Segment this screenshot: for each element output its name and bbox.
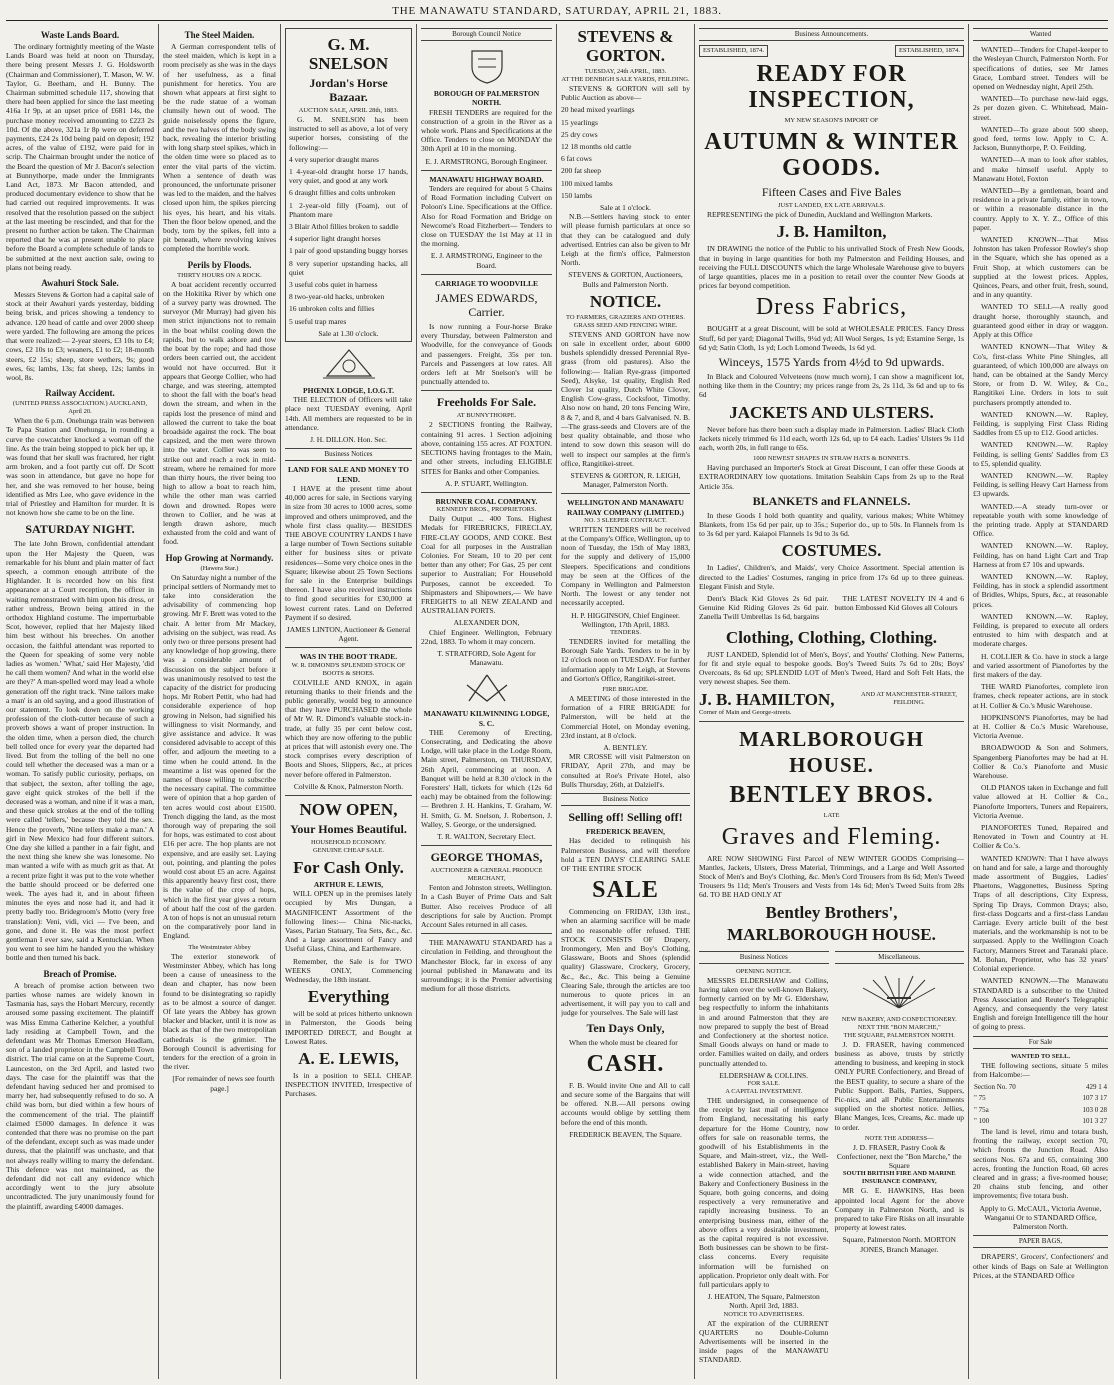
- article-body: A boat accident recently occurred on the Hokitika River by which one of a survey party was drowned. The surveyor (Mr Murray) had given his men strict injunctions not to remain in the boat whilst cooling down the rapids, but to walk ashore and tow the boat by the rope; and had those orders been carried out, the accident would not have occurred. But it appears that George Collier, who had charge, and was steering, attempted to shoot the fall with the boat's head down the stream, and when in the rapids lost the presence of mind and allowed the current to take the boat broadside against the rock. The boat capsized, and the men were thrown into the water. Collier was seen to strike out and reach a rock in mid-stream, where he remained for more than thirty hours, the river being too high to allow a boat to reach him, while the other man was carried down and drowned. Ropes were thrown to Collier, and he was at length drawn ashore, much exhausted from the cold and want of food.: [163, 279, 276, 547]
- ad-heading: MARLBOROUGH HOUSE.: [739, 726, 924, 777]
- ad-signature: JAMES LINTON, Auctioneer & General Agent.: [286, 624, 411, 644]
- ad-body: In Ladies', Children's, and Maids', very Choice Assortment. Special attention is directed to the Ladies' Costumes, ranging in price from 17s 6d up to three guineas. Elegant Finish and Style.: [699, 563, 964, 591]
- ad-body: will be sold at prices hitherto unknown in Palmerston, the Goods being IMPORTED DIRECT, and Bought at Lowest Rates.: [285, 1009, 412, 1046]
- divider: [421, 170, 552, 171]
- ad-location: AND AT MANCHESTER-STREET, FEILDING.: [861, 691, 957, 706]
- ad-subheading: Winceys, 1575 Yards from 4½d to 9d upwards.: [718, 355, 945, 370]
- section-label: Miscellaneous.: [835, 951, 965, 964]
- ad-subheading: THE SQUARE, PALMERSTON NORTH.: [843, 1031, 955, 1039]
- ad-heading: SALE: [592, 877, 659, 904]
- sale-time: Sale at 1 o'clock.: [600, 203, 651, 213]
- ad-body: MR G. E. HAWKINS, Has been appointed local Agent for the above Company in Palmerston North, and is prepared to take Fire Risks on all insurable property at lowest rates.: [834, 1186, 964, 1233]
- ad-heading: BRUNNER COAL COMPANY.: [435, 496, 538, 506]
- article-body: A breach of promise action between two parties whose names are widely known in Tasmania has, says the Hobart Mercury, recently aroused some passing excitement. The plaintiff was Miss Emma Catherine Kelcher, a youthful lady residing at Campbell Town, and the defendant was Mr Thomas Emerson Headlam, son of a landed proprietor in the Campbell Town district. The trial came on at the Supreme Court, Launceston, on the 3rd April, and lasted two days. The case for the plaintiff was that the defendant having seduced her and promised to marry her, had subsequently refused to do so. A child was born, but died within a few hours of the commencement of the trial. The plaintiff claimed £5000 damages. In defence it was contended that there was no promise on the part of the defendant, except such as was made under duress, that the plaintiff was unchaste, and that not always really willing to marry the defendant. This defence was not maintained, as the defendant did not call any evidence which accordingly went to the jury absolute uncontradicted. The jury unanimously found for the plaintiff, awarding £4000 damages.: [6, 980, 154, 1211]
- list-item: WANTED KNOWN: That I have always on hand and for sale, a large and thoroughly made assortment of Buggies, Ladies' Phaetons, Waggonettes, Business Spring Traps of all descriptions, City Express, Spring Tip Drays, Common Drays; also, first-class Dogcarts and a first-class Landau Carriage. Every article built of the best materials, and the workmanship is not to be surpassed. Apply to the Wellington Coach Factory, Manners Street and Taranaki place. M. Bohan, Proprietor, who has 32 years' Colonial experience.: [973, 853, 1108, 974]
- ad-body: The land is level, rimu and totara bush, fronting the railway, except section 70, which fronts the Junction Road. Also sections Nos. 67a and 65, containing 300 acres, fronting the Junction Road, 60 acres cleared and in grass; a five-roomed house; 20 chains stub fencing, and other improvements; five totara bush.: [973, 1126, 1108, 1201]
- gloves-row: [699, 594, 964, 625]
- ad-signature: ELDERSHAW & COLLINS.: [719, 1070, 809, 1080]
- sections-table: [973, 1082, 1108, 1127]
- business-announcements: [699, 24, 964, 1381]
- ad-subheading: AUCTIONEER & GENERAL PRODUCE MERCHANT,: [430, 867, 543, 883]
- ad-heading: NOW OPEN,: [299, 799, 398, 819]
- ad-signature: E. J. ARMSTRONG, Engineer to the Board.: [430, 251, 543, 270]
- article-body: The exterior stonework of Westminster Abbey, which has long been a cause of uneasiness to the dean and chapter, has now been found to be disintegrating so rapidly as to be almost a source of danger. Of late years the Abbey has grown blacker and blacker, until it is now as black as that of the two metropolitan cathedrals is the grimier. The Borough Council is advertising for tenders for the erection of a groin in the river.: [163, 951, 276, 1072]
- ad-heading: NEW BAKERY, AND CONFECTIONERY.: [841, 1015, 957, 1023]
- ad-heading: Dress Fabrics,: [755, 294, 908, 321]
- ad-heading: Your Homes Beautiful.: [290, 821, 407, 836]
- list-item: 20 head mixed yearlings: [561, 105, 635, 115]
- list-item: OLD PIANOS taken in Exchange and full value allowed at H. Collier & Co., Pianoforte Importers, Tuners and Repairers, Victoria Avenue.: [973, 783, 1108, 820]
- ad-signature: J. H. DILLON. Hon. Sec.: [310, 435, 387, 445]
- divider: [561, 493, 690, 494]
- established-badge: ESTABLISHED, 1874.: [699, 45, 768, 57]
- established-badge: ESTABLISHED, 1874.: [895, 45, 964, 57]
- ad-signature: A. P. STUART, Wellington.: [444, 478, 529, 488]
- ad-heading: ALEXANDER DON,: [453, 618, 520, 628]
- ad-heading: Freeholds For Sale.: [436, 395, 537, 410]
- news-column-1: [6, 24, 154, 1381]
- ad-heading: OPENING NOTICE.: [735, 967, 792, 975]
- column-divider: [968, 24, 969, 1379]
- ad-signature: E. J. ARMSTRONG, Borough Engineer.: [425, 156, 548, 166]
- list-item: WANTED KNOWN—That Wiley & Co's, first-class White Pine Shingles, all guaranteed, of which 100,000 are always on hand, can be obtained at the Sandy Mercy Store, or from D. W. Wiley, & Co., Rangitikei Line. Orders in lots to suit purchasers promptly attended to.: [973, 342, 1108, 407]
- ad-heading: For Cash Only.: [293, 857, 404, 877]
- column-divider: [280, 24, 281, 1379]
- article-title: The Westminster Abbey: [188, 943, 251, 951]
- list-item: PIANOFORTES Tuned, Repaired and Renovated in Town and Country at H. Collier & Co.'s.: [973, 823, 1108, 851]
- table-row: [973, 1082, 1108, 1093]
- article-body: On Saturday night a number of the principal settlers of Normandy met to take into consideration the advisability of commencing hop growing. Mr F. Brett was voted to the chair. A letter from Mr Mackey, advising on the subject, was read. As only two or three persons present had any knowledge of hop growing, there was a considerable amount of discussion on the subject before it was unanimously resolved to test the capacity of the district for producing hops. Mr Robert Pettit, who had had considerable experience of hop growing in Nelson, had signified his willingness to visit Normandy, and give assistance and advice. It was considered advisable to accept of this offer, and adjourn the meeting to a time when he could attend. In the meantime a list was opened for the names of those willing to subscribe the necessary capital. The committee were of opinion that a hop garden of ten acres would cost about £1500. Trench digging the land, as the most thorough way of preparing the soil for hops, was estimated to cost about £16 per acre. The hop plants are not expensive, and are easily set. Laying out, pointing, and planting the poles would cost about £5 an acre. Against this apparently heavy first cost, there is the value of the crop of hops, which in the first year gives a return of about half the cost of the garden. A ton of hops is not an unusual return on the comparatively poor land in England.: [163, 572, 276, 941]
- ad-signature: Colville & Knox, Palmerston North.: [293, 781, 404, 791]
- article-title: SATURDAY NIGHT.: [25, 522, 135, 537]
- list-item: 3 Blair Athol fillies broken to saddle: [289, 222, 399, 232]
- ad-body: Is in a position to SELL CHEAP. INSPECTION INVITED, Irrespective of Purchases.: [285, 1071, 412, 1099]
- list-item: 16 unbroken colts and fillies: [289, 304, 375, 314]
- ad-address: Corner of Main and George-streets.: [699, 708, 792, 716]
- divider: [421, 933, 552, 934]
- ad-body: Dent's Black Kid Gloves 2s 6d pair. Genuine Kid Riding Gloves 2s 6d pair. Zanella Twill Umbrellas 1s 6d, bargains: [699, 594, 829, 622]
- table-row: [973, 1116, 1108, 1127]
- ad-heading: READY FOR INSPECTION,: [748, 61, 915, 114]
- ad-heading: BENTLEY BROS.: [729, 781, 934, 808]
- ad-heading: A CAPITAL INVESTMENT.: [725, 1087, 803, 1095]
- ad-heading: GEORGE THOMAS,: [430, 850, 543, 865]
- ad-heading: JACKETS AND ULSTERS.: [729, 402, 934, 422]
- section-label: Business Notices: [285, 448, 412, 461]
- table-cell: " 75: [974, 1094, 986, 1103]
- masthead-rule: [6, 20, 1108, 21]
- list-item: 1 4-year-old draught horse 17 hands, very quiet, and good at any work: [289, 167, 408, 186]
- article-body: The late John Brown, confidential attendant upon the Her Majesty the Queen, was remarkable for his blunt and plain matter of fact speech, a common enough attribute of the Highlander. It is recorded how on his first appearance at a Court reception, the officer in waiting remonstrated with him upon his dress, or rather undress, Brown being attired in the orthodox Highland costume. The imperturbable Scot, however, replied that her Majesty liked him best without his breeches. On another occasion, the faithful attendant was reported to the Queen for speaking of some very noble ladies as 'women.' 'What,' said Her Majesty, 'did he call them women? And what in the world else are they?' A man-spelled word may lead a whole generation off the right track. 'Nine tailors make a man' is an old saying, and a good illustration of our statement. To look down on the working profession of the cloth-cutter because of such a proverb shows a want of proper instruction. In the olden time, when a person died, the church bell tolled once for every year the departed had lived. But from the tolling of the bell no one could tell whether the deceased was a man or a woman. To satisfy public curiosity, perhaps, on that subject, the sexton, after tolling the age, gave eight quick strokes of the bell if the deceased was a woman, and nine if it was a man, and these quick strokes at the end of the tolling were called 'tellers,' because they told the sex. Hence the proverb, 'Nine tellers make a man.' A girl in New Mexico had four different suitors. One day she killed a panther in a fair fight, and the next thing she knew she was lonesome. No man wanted a wife with as much grit as that. At a recent prize fight it was put to the vote whether the battle should proceed or be deferred one week. The ayes had it, and in about fifteen minutes the eyes and nose had it, and had it pretty badly too. Bridegroom's Motto (very free translation): Veni, vidi, vici — I've been, and gone, and done it. He was the most perfect gentleman I ever saw, said a Kentuckian. When you went to see him he handed you the whiskey bottle and then turned his back.: [6, 539, 154, 963]
- article-title: Breach of Promise.: [43, 968, 117, 979]
- ad-heading: WANTED TO SELL.: [1010, 1052, 1071, 1060]
- ad-heading: COSTUMES.: [781, 541, 882, 561]
- ad-date: TUESDAY, 24th APRIL, 1883.: [584, 68, 667, 75]
- list-item: WANTED—A man to look after stables, and make himself useful. Apply to Manawatu Hotel, Foxton: [973, 155, 1108, 183]
- ad-body: Has decided to relinquish his Palmerston Business, and will therefore hold a TEN DAYS' CLEARING SALE OF THE ENTIRE STOCK: [561, 836, 690, 874]
- ad-heading: Bentley Brothers',: [765, 902, 898, 922]
- ad-body: In Black and Coloured Velveteens (now much worn), I can show a magnificent lot, nothing like them in the Country; my prices range from 2s, 2s 11d, 3s 6d and up to 6s 6d: [699, 372, 964, 400]
- ad-signature: Square, Palmerston North. MORTON JONES, Branch Manager.: [842, 1235, 956, 1254]
- ad-body: WILL OPEN up in the premises lately occupied by Mrs Dungan, a MAGNIFICENT Assortment of the following lines:— China Nic-nacks, Vases, Parian Statuary, Tea Sets, &c., &c. And a large assortment of Fancy and Useful Glass, China, and Earthenware.: [285, 889, 412, 954]
- table-cell: 101 3 27: [1082, 1116, 1107, 1125]
- ad-body: Daily Output ... 400 Tons. Highest Medals for FIREBRICKS, FIRECLAY, FIRE-CLAY GOODS, AND COKE. Best Coal for all purposes in the Australian Colonies. For Steam, 10 to 20 per cent better than any other; For Gas, 25 per cent superior to Australian; For Household Purposes, cannot be exceeded. To Shipmasters and Shipowners,— We have FREIGHTS to all NEW ZEALAND and AUSTRALIAN PORTS.: [421, 514, 552, 616]
- ad-heading: WELLINGTON AND MANAWATU RAILWAY COMPANY (LIMITED.): [567, 498, 684, 517]
- list-item: 150 lambs: [561, 190, 593, 200]
- divider: [421, 274, 552, 275]
- table-cell: 107 3 17: [1082, 1094, 1107, 1103]
- snelson-ad: [285, 28, 412, 342]
- section-label: Wanted: [973, 28, 1108, 41]
- article-title: Waste Lands Board.: [40, 30, 120, 40]
- article-source: (Hawera Star.): [200, 564, 239, 572]
- ad-heading: MARLBOROUGH HOUSE.: [727, 924, 936, 944]
- ad-heading: FOR SALE.: [747, 1079, 780, 1087]
- section-label: PAPER BAGS,: [973, 1235, 1108, 1248]
- section-label: For Sale: [973, 1036, 1108, 1049]
- divider: [285, 795, 412, 796]
- ad-heading: A. E. LEWIS,: [298, 1049, 399, 1069]
- list-item: WANTED KNOWN—That Miss Johnston has taken Professor Rowley's shop in the Square, which she has opened as a Fruit Shop, at which customers can be supplied at the lowest prices. Apples, Quinces, Pears, and other fruit, fresh, sound, and in any quantity.: [973, 235, 1108, 300]
- list-item: 3 useful cobs quiet in harness: [289, 280, 378, 290]
- ad-body: JUST LANDED, Splendid lot of Men's, Boys', and Youths' Clothing. New Patterns, for fit and style equal to bespoke goods. Boy's Tweed Suits 7s 6d to 20s; Boys' Overcoats, 8s 6d up; SPLENDID LOT of Men's Tweed, Hard and Soft Felt Hats, the very newest shapes. See them.: [699, 649, 964, 687]
- ad-heading: WAS IN THE BOOT TRADE.: [299, 652, 398, 662]
- lodge-name: PHŒNIX LODGE, I.O.G.T.: [303, 386, 394, 396]
- ad-heading: Selling off! Selling off!: [568, 810, 683, 825]
- ad-subheading: GRASS SEED AND FENCING WIRE.: [573, 321, 678, 329]
- column-divider: [694, 24, 695, 1379]
- list-item: 6 draught fillies and colts unbroken: [289, 188, 396, 198]
- list-item: HOPKINSON'S Pianofortes, may be had at H. Collier & Co.'s Music Warehouse, Victoria Avenue.: [973, 712, 1108, 741]
- ad-subheading: W. R. DIMOND'S SPLENDID STOCK OF BOOTS & SHOES.: [291, 661, 406, 677]
- masthead: THE MANAWATU STANDARD, SATURDAY, APRIL 21, 1883.: [392, 5, 722, 17]
- list-item: 100 mixed lambs: [561, 178, 613, 188]
- lodge-emblem-icon: [319, 346, 379, 382]
- article-title: Awahuri Stock Sale.: [41, 278, 119, 289]
- list-item: WANTED KNOWN.—W. Rapley, Feilding, has in stock a splendid assortment of Bridles, Whips, Spurs, &c., at reasonable prices.: [973, 571, 1108, 609]
- ad-body: J. D. FRASER, having commenced business as above, trusts by strictly attending to business, and keeping in stock ONLY PURE Confectionery, and Bread of the BEST quality, to secure a share of the Public Support. Balls, Parties, Suppers, Pic-nics, and all Public Entertainments supplied on the shortest notice. Jellies, Blanc Manges, Ices, Creams, &c. made up to order.: [834, 1039, 964, 1132]
- list-item: 4 very superior draught mares: [289, 154, 379, 164]
- list-item: WANTED KNOWN.—W. Rapley Feilding, is selling Gents' Saddles from £3 to £5, splendid quality.: [973, 440, 1108, 468]
- ad-location: AT THE DENBIGH SALE YARDS, FEILDING.: [561, 76, 690, 83]
- horse-list: [289, 155, 408, 326]
- ad-subheading: HOUSEHOLD ECONOMY.: [311, 838, 386, 846]
- list-item: WANTED TO SELL—A really good draught horse, thoroughly staunch, and guaranteed good either in dray or waggon. Apply at this Office: [973, 302, 1108, 340]
- list-item: 6 fat cows: [561, 154, 592, 164]
- ad-signature: STEVENS & GORTON, Auctioneers, Bulls and Palmerston North.: [568, 270, 683, 289]
- table-row: [973, 1093, 1108, 1104]
- ad-body: Tenders are required for about 5 Chains of Road Formation including Culvert on Poloon's Line. Specifications at the Office. Also for Road Formation and Bridge on Newcome's Road Fitzherbert— Tenders to close on TUESDAY the 1st May at 11 in the morning.: [421, 184, 552, 249]
- table-row: [973, 1105, 1108, 1116]
- ad-signature: J. D. FRASER, Pastry Cook & Confectioner, next the "Bon Marche," the Square: [836, 1142, 962, 1171]
- hamilton-footer: [699, 690, 964, 709]
- article-body: A German correspondent tells of the steel maiden, which is kept in a room precisely as she was in the days of her usefulness, as a final punishment for heretics. You are shown what appears at first sight to be the rude statue of a woman clumsily hewn out of wood. The guide noiselessly opens the figure, and the two halves of the body swing back, revealing the interior bristling with long sharp steel spikes, which in the olden time were so placed as to enter the vital parts of the victim. When a sentence of death was pronounced, the unfortunate prisoner was led to the maiden, and the halves closed upon him, the spikes piercing his eyes, his heart, and his vitals. Then the floor below opened, and the body, torn by the spikes, fell into a pit beneath, where revolving knives completed the horrible work.: [163, 42, 276, 254]
- list-item: THE WARD Pianofortes, complete iron frames, check repeater actions, are in stock at H. Collier & Co.'s Music Warehouse.: [973, 682, 1108, 710]
- miscellaneous-column: [835, 947, 965, 1368]
- masonic-emblem-icon: [459, 671, 515, 705]
- list-item: WANTED KNOWN.—W. Rapley, Feilding, has on hand Light Cart and Trap Harness at from £7 10s and upwards.: [973, 541, 1108, 569]
- ad-signature: FREDERICK BEAVEN, The Square.: [569, 1129, 682, 1139]
- ad-subheading: KENNEDY BROS., PROPRIETORS.: [436, 506, 537, 514]
- ad-heading: STEVENS & GORTON.: [577, 27, 674, 65]
- ad-heading: Everything: [307, 987, 390, 1007]
- list-item: 8 very superior upstanding hacks, all quiet: [289, 258, 408, 277]
- divider: [285, 647, 412, 648]
- ad-body: STEVENS AND GORTON have now on sale in excellent order, about 6000 bushels splendidly dressed Perennial Rye-grass (from old pastures). Also the following:— Italian Rye-grass (imported Seed), Alsyke, 1st quality, English Red Clover 1st quality, Dutch White Clover, English Cow-grass, Cocksfoot, Timothy. Also now on hand, 20 tons Fencing Wire, 8 & 7, and 8, and 4 bars Galvanised. N. B.—The grass-seeds and Clovers are of the best quality obtainable, and those who intend to sow down this season will do well to inspect our samples at the firm's office, Rangitikei-street.: [561, 329, 690, 468]
- ad-body: When the whole must be cleared for: [569, 1037, 678, 1047]
- ad-heading: MANAWATU KILWINNING LODGE, S. C.: [423, 709, 550, 728]
- list-item: 200 fat sheep: [561, 166, 601, 176]
- ad-body: THE ELECTION of Officers will take place next TUESDAY evening, April 14th. All members are requested to be in attendance.: [285, 395, 412, 432]
- list-item: 1 pair of good upstanding buggy horses: [289, 246, 408, 256]
- ad-body: G. M. SNELSON has been instructed to sell as above, a lot of very superior horses, consisting of the following:—: [289, 115, 408, 152]
- ad-advertiser: FREDERICK BEAVEN,: [585, 827, 666, 837]
- wanted-column: [973, 24, 1108, 1381]
- ad-body: A MEETING of those interested in the formation of a FIRE BRIGADE for Palmerston, will be held at the Commercial Hotel, on Monday evening, 23rd instant, at 8 o'clock.: [561, 693, 690, 740]
- ad-column-5: [561, 24, 690, 1381]
- list-item: 4 superior light draught horses: [289, 234, 381, 244]
- ad-signature: A. BENTLEY.: [603, 742, 648, 752]
- ad-signature: J. HEATON, The Square, Palmerston North. April 3rd, 1883.: [707, 1292, 820, 1311]
- ad-heading: Ten Days Only,: [586, 1020, 665, 1035]
- ad-heading: BLANKETS and FLANNELS.: [752, 493, 911, 508]
- list-item: WANTED KNOWN.—W. Rapley, Feilding, is supplying First Class Riding Saddles from £5 up to £12. Good articles.: [973, 409, 1108, 438]
- ad-subheading: TO FARMERS, GRAZIERS AND OTHERS.: [566, 313, 685, 321]
- list-item: BROADWOOD & Son and Sohmers, Spangenberg Pianofortes may be had at H. Collier & Co.'s Pianoforte and Music Warehouse.: [973, 743, 1108, 781]
- ad-body: THE LATEST NOVELTY IN 4 and 6 button Embossed Kid Gloves all Colours: [834, 594, 964, 613]
- ad-signature: Apply to G. McCAUL, Victoria Avenue, Wanganui Or to STANDARD Office, Palmerston North.: [979, 1203, 1102, 1231]
- borough-crest-icon: [462, 45, 512, 85]
- list-item: H. COLLIER & Co. have in stock a large and varied assortment of Pianofortes by the first makers of the day.: [973, 651, 1108, 679]
- ad-heading: TENDERS.: [610, 628, 641, 636]
- ad-body: THE undersigned, in consequence of the receipt by last mail of intelligence from England, necessitating his early departure for the Home Country, now offers for sale on reasonable terms, the goodwill of his Establishments in the Square, and Main-street, viz., the Well-established Bakery in Main-street, having a wide connection attached, and the Bakery and Confectionery Business in the Square, both going concerns, and doing respectively a very remunerative and rapidly increasing business. To an enterprising business man, either of the above offers a very desirable investment, as the capital required is not excessive. Both businesses can be shown to be first-class concerns. Every requisite information will be furnished on application. Proprietor only dealt with. For full particulars apply to: [699, 1095, 829, 1290]
- ad-signature: H. P. HIGGINSON, Chief Engineer. Wellington, 17th April, 1883.: [571, 610, 680, 629]
- ad-subheading: NOTE THE ADDRESS—: [864, 1134, 934, 1142]
- list-item: WANTED KNOWN.—W. Rapley Feilding, is selling Heavy Cart Harness from £3 upwards.: [973, 470, 1108, 499]
- divider: [421, 390, 552, 391]
- sale-time: Sale at 1.30 o'clock.: [318, 328, 379, 338]
- ad-date: AUCTION SALE, APRIL 28th, 1883.: [298, 107, 399, 114]
- ad-signature: T. R. WALTON, Secretary Elect.: [437, 832, 536, 841]
- list-item: WANTED—To purchase new-laid eggs, 2s per dozen given. C. Whitehead, Main-street.: [973, 94, 1108, 122]
- ad-heading: NOTICE.: [589, 291, 662, 311]
- divider: [699, 721, 964, 722]
- list-item: 12 18 months old cattle: [561, 142, 632, 152]
- list-item: WANTED KNOWN.—The Manawatu STANDARD is a subscriber to the United Press Association and Reuter's Telegraphic Agency, and consequently the very latest English and foreign Intelligence till the hour of going to press.: [973, 976, 1108, 1032]
- ad-body: In these Goods I hold both quantity and quality, various makes; White Whitney Blankets, from 15s 6d per pair, up to 35s.; Superior do., up to 50s. In Flannels from 1s to 3s 6d per yard. Kaiapoi Flannels 1s 9d to 3s 6d.: [699, 510, 964, 539]
- ad-body: Having purchased an Importer's Stock at Great Discount, I can offer these Goods at EXTRAORDINARY low quotations. Imitation Sealskin Caps from 2s up to the Real Article 35s.: [699, 463, 964, 491]
- ad-signature: T. STRATFORD, Sole Agent for Manawatu.: [437, 648, 536, 668]
- ad-body: THE MANAWATU STANDARD has a circulation in Feilding, and throughout the Manchester Block, far in excess of any journal published in Manawatu and its surroundings; it is the Premier advertising medium for all those districts.: [421, 938, 552, 994]
- ad-subheading: Fifteen Cases and Five Bales: [761, 185, 902, 200]
- ad-subheading: 1000 NEWEST SHAPES IN STRAW HATS & BONNETS.: [753, 455, 910, 463]
- list-item: 5 useful trap mares: [289, 316, 347, 326]
- ad-body: THE following sections, situate 5 miles from Halcombe:—: [973, 1060, 1108, 1079]
- ad-heading: Graves and Fleming.: [721, 823, 942, 850]
- column-divider: [416, 24, 417, 1379]
- ad-advertiser: ARTHUR E. LEWIS,: [313, 879, 384, 889]
- ad-subheading: NO. 3 SLEEPER CONTRACT.: [584, 516, 667, 524]
- ad-heading: AUTUMN & WINTER GOODS.: [704, 129, 959, 182]
- article-title: Railway Accident.: [45, 388, 115, 399]
- divider: [421, 845, 552, 846]
- remainder-note: [For remainder of news see fourth page.]: [172, 1074, 275, 1093]
- list-item: 25 dry cows: [561, 129, 598, 139]
- ad-body: COLVILLE AND KNOX, in again returning thanks to their friends and the public generally, would beg to announce that they have PURCHASED the whole of Mr W. R. Dimond's valuable stock-in-trade, at fully 35 per cent below cost, which they are now offering to the public at prices that will astonish every one. The stock comprises every description of Boots and Shoes, Slippers, &c., at prices never before offered in Palmerston.: [285, 677, 412, 779]
- ad-body: Commencing on FRIDAY, 13th inst., when an alarming sacrifice will be made and no reasonable offer refused. THE STOCK CONSISTS OF Drapery, Ironmongery, Men and Boy's Clothing, Glassware, Boots and Shoes (splendid quality) Glassware, Crockery, Grocery, &c., &c., &c. This being a Genuine Clearing Sale, through the articles are too numerous to quote prices in an advertisement, it will pay you to call and judge for yourselves. The Sale will last: [561, 907, 690, 1018]
- ad-subheading: LATE: [823, 811, 840, 819]
- ad-body: FRESH TENDERS are required for the construction of a groin in the River as a whole work. Plans and Specifications at the Office. Tenders to close on MONDAY the 30th April at 10 in the morning.: [421, 107, 552, 154]
- ad-subheading: GENUINE CHEAP SALE.: [312, 846, 385, 854]
- article-title: The Steel Maiden.: [184, 30, 255, 40]
- ad-subheading: MY NEW SEASON'S IMPORT OF: [784, 117, 879, 125]
- list-item: 8 two-year-old hacks, unbroken: [289, 292, 385, 302]
- stock-list: [561, 105, 690, 200]
- ad-heading: SOUTH BRITISH FIRE AND MARINE INSURANCE COMPANY,: [842, 1170, 956, 1186]
- article-body: The ordinary fortnightly meeting of the Waste Lands Board was held at noon on Thursday, there being present Messrs J. G. Holdsworth (Chairman and Commissioner), T. Mason, W. W. Taylor, G. Beetham, and H. Bunny. The Chairman submitted schedule 117, showing that there had been applied for since the last meeting 416a 1r 9p, at an upset price of £681 14s, the purchase money received amounting to £223 2s 10d. Of the above, 321a 1r 8p were on deferred payments, £24 2s 10d being paid on deposit; 192 acres, of the value of £192, were paid for in scrip. The Chairman brought under the notice of the Board the question of Mr J. Bacon's selection at Bunnythorpe, made under the Immigrants Land Act, 1873. Mr Bacon attended, and produced documentary evidence to show that he had carried out required improvements. It was resolved that the resolution passed on the subject at the last meeting be rescinded, and that for the present no further action be taken. The Chairman reported that he was at present unable to place before the Board a complete schedule of lands to be submitted at the next auction sale, owing to plans not being ready.: [6, 42, 154, 272]
- ad-heading: NOTICE TO ADVERTISERS.: [723, 1310, 804, 1318]
- ad-advertiser: J. B. HAMILTON,: [699, 689, 835, 709]
- article-subtitle: THIRTY HOURS ON A ROCK.: [177, 271, 262, 279]
- section-label: Business Announcements.: [699, 28, 964, 41]
- ad-heading: J. B. Hamilton,: [776, 222, 887, 242]
- ad-body: N.B.—Settlers having stock to enter will please furnish particulars at once so that they can be catalogued and duly advertised. Entries can also be given to Mr Leigh at the firm's office, Palmerston North.: [561, 212, 690, 268]
- table-cell: " 75a: [974, 1105, 989, 1114]
- ad-body: Remember, the Sale is for TWO WEEKS ONLY, Commencing Wednesday, the 18th instant.: [285, 956, 412, 985]
- ad-body: BOUGHT at a great Discount, will be sold at WHOLESALE PRICES. Fancy Dress Stuff, 6d per yard; Diagonal Twills, 9¼d yd; All Wool Serges, 1s yd; Estamine Serge, 1s 6d yd; Satin Cloth, 1s yd; Loch Lomond Tweeds, 1s 6d yd.: [699, 324, 964, 352]
- table-cell: 103 0 28: [1082, 1105, 1107, 1114]
- article-body: When the 6 p.m. Onehunga train was between Te Papa Station and Onehunga, in rounding a curve the cowcatcher knocked a woman off the line. As the train being stopped to pick her up, it was found that her skull was fractured, her right arm broken, and a foot partly cut off. Dr Scott was soon in attendance, but gave no hope for her, and she was removed to her house, being identified as Mrs Lee, who gave evidence in the trial of Priestley and Hamilton for murder. It is not known how she came to be on the line.: [6, 416, 154, 518]
- ad-body: Chief Engineer. Wellington, February 22nd, 1883. To whom it may concern.: [421, 627, 552, 646]
- list-item: WANTED.—A steady turn-over or repeatable youth with some knowledge of the printing trade. Apply at STANDARD Office.: [973, 501, 1108, 539]
- ad-subheading: NEXT THE "BON MARCHE,": [857, 1023, 941, 1031]
- ad-body: MESSRS ELDERSHAW and Collins, having taken over the well-known Bakery, formerly carried on by Mr G. Eldershaw, beg respectfully to inform the inhabitants in and around Palmerston that they are now prepared to supply the best of Bread and Confectionery at the shortest notice. Small Goods always on hand or made to order. Families waited on daily, and orders punctually attended to.: [699, 975, 829, 1068]
- section-label: Borough Council Notice: [421, 28, 552, 41]
- ad-heading: BOROUGH OF PALMERSTON NORTH.: [433, 89, 540, 108]
- ad-body: Fenton and Johnston streets, Wellington. In a Cash Buyer of Prime Oats and Salt Butter. Also receives Produce of all descriptions for sale by Auction. Prompt Account Sales returned in all cases.: [421, 883, 552, 930]
- ad-body: 2 SECTIONS fronting the Railway, containing 91 acres. 1 Section adjoining above, containing 155 acres. AT FOXTON. SECTIONS having frontages to the Main, and other streets, including ELIGIBLE SITES for Banks and other Companies.: [421, 420, 552, 476]
- list-item: WANTED KNOWN.—W. Rapley, Feilding, is prepared to execute all orders entrusted to him with despatch and at moderate charges.: [973, 611, 1108, 649]
- list-item: 1 2-year-old filly (Foam), out of Phantom mare: [289, 200, 408, 219]
- ad-column-3: [285, 24, 412, 1381]
- section-label: Business Notices: [699, 951, 829, 964]
- ad-heading: G. M. SNELSON: [308, 35, 389, 73]
- news-column-2: [163, 24, 276, 1381]
- section-label: Business Notice: [561, 793, 690, 806]
- article-dateline: (UNITED PRESS ASSOCIATION.) AUCKLAND, April 20.: [12, 400, 148, 416]
- ad-body: THE Ceremony of Erecting, Consecrating, and Dedicating the above Lodge, will take place in the Lodge Room, Main street, Palmerston, on THURSDAY, 26th April, commencing at noon. A Banquet will be held at 8.30 o'clock in the Foresters' Hall, tickets for which (12s 6d each) may be obtained from the following:— Brethren J. H. Hankins, T. Graham, W. H. Smith, G. M. Snelson, J. Robertson, J. Walley, S. George, or the undersigned.: [421, 727, 552, 829]
- article-body: Messrs Stevens & Gorton had a capital sale of stock at their Awahuri yards yesterday, bidding being brisk, and prices showing a tendency to advance. 120 head of cattle and over 2000 sheep were yarded. The following are among the prices that were realized:— 2-year steers, £3 10s to £4; cows, £2 10s to £3; weaners, £1 to £2; 18-month steers, £2 15s; sheep, store wethers, 9s; good ewes, 6s; lambs, 13s; fat sheep, 12s; lambs in wool, 8s.: [6, 290, 154, 382]
- business-notices-column: [699, 947, 829, 1368]
- ad-body: STEVENS & GORTON will sell by Public Auction as above—: [561, 84, 690, 103]
- ad-heading: MANAWATU HIGHWAY BOARD.: [429, 174, 544, 184]
- table-cell: " 100: [974, 1116, 990, 1125]
- ad-heading: Jordan's Horse Bazaar.: [309, 76, 388, 104]
- ad-body: Is now running a Four-horse Brake every Thursday, between Palmerston and Woodville, for the conveyance of Goods and passengers. Freight, 35s per ton. Parcels and Passengers at low rates. All orders left at Mr Snelson's will be punctually attended to.: [421, 322, 552, 387]
- ad-signature: STEVENS & GORTON, R. LEIGH, Manager, Palmerston North.: [570, 470, 681, 490]
- ad-body: IN DRAWING the notice of the Public to his unrivalled Stock of Fresh New Goods, that in buying in large quantities for both my Palmerston and Feilding Houses, and receiving the FULL DISCOUNTS which the large Wholesale Warehouse give to buyers of large quantities, places me in a position to retail over the counter New Goods at prices far beyond competition.: [699, 244, 964, 291]
- established-row: [699, 45, 964, 57]
- divider: [421, 492, 552, 493]
- ad-body: I HAVE at the present time about 40,000 acres for sale, in Sections varying in size from 30 acres to 1000 acres, some improved and others unimproved, and the whole first class quality.— BESIDES THE ABOVE COUNTRY LANDS I have a large number of Town Sections suitable either for business sites or private residences—Some very choice ones in the Square; likewise about 25 Town Sections for sale in the Enterprise buildings thereon. I have also received instructions to find good securities for £30,000 at lowest current rates. Land on Deferred Payment if so desired.: [285, 483, 412, 622]
- ad-column-4: [421, 24, 552, 1381]
- article-title: Hop Growing at Normandy.: [165, 552, 274, 563]
- wheat-sheaf-icon: [849, 968, 949, 1012]
- column-divider: [556, 24, 557, 1379]
- ad-body: REPRESENTING the pick of Dunedin, Auckland and Wellington Markets.: [707, 210, 933, 220]
- wanted-list: [973, 45, 1108, 1031]
- article-title: Perils by Floods.: [187, 259, 252, 270]
- ad-heading: Clothing, Clothing, Clothing.: [725, 627, 938, 647]
- list-item: WANTED—Tenders for Chapel-keeper to the Wesleyan Church, Palmerston North. For specifications of duties, see Mr James Grace, Lombard street. Tenders will be opened on Wednesday night, April 25th.: [973, 45, 1108, 92]
- ad-heading: CASH.: [586, 1050, 665, 1077]
- ad-body: F. B. Would invite One and All to call and secure some of the Bargains that will be offered. N.B.—All persons owing accounts would oblige by settling them before the end of this month.: [561, 1080, 690, 1127]
- ad-body: MR CROSSE will visit Palmerston on FRIDAY, April 27th, and may be consulted at Roe's Private Hotel, also Bulls Thursday, 26th, at Dalziell's.: [561, 752, 690, 789]
- table-cell: 429 1 4: [1086, 1083, 1107, 1092]
- ad-heading: FIRE BRIGADE.: [602, 685, 649, 693]
- list-item: WANTED—By a gentleman, board and residence in a private family, either in town, or within a reasonable distance in the country. Apply to X. Y. Z., Office of this paper.: [973, 186, 1108, 232]
- list-item: 15 yearlings: [561, 117, 598, 127]
- ad-body: TENDERS invited for metalling the Borough Sale Yards. Tenders to be in by 12 o'clock noon on TUESDAY. For further information apply to Mr Leigh, at Stevens and Gorton's Office, Rangitikei-street.: [561, 636, 690, 683]
- lower-columns: [699, 947, 964, 1368]
- ad-subheading: JUST LANDED, EX LATE ARRIVALS.: [777, 202, 885, 210]
- ad-body: Never before has there been such a display made in Palmerston. Ladies' Black Cloth Jackets nicely trimmed 6s 11d each, worth 12s 6d, up to £4 each. Ladies' Ulsters 9s 11d each, worth 20s, in full range to 65s.: [699, 424, 964, 453]
- column-divider: [158, 24, 159, 1379]
- ad-heading: JAMES EDWARDS, Carrier.: [435, 291, 538, 320]
- ad-body: DRAPERS', Grocers', Confectioners' and other kinds of Bags on Sale at Wellington Prices, at the STANDARD Office: [973, 1252, 1108, 1280]
- ad-body: AT the expiration of the CURRENT QUARTERS no Double-Column Advertisements will be inserted in the inside pages of the MANAWATU STANDARD.: [699, 1318, 829, 1365]
- ad-heading: CARRIAGE TO WOODVILLE: [435, 278, 538, 288]
- ad-body: ARE NOW SHOWING First Parcel of NEW WINTER GOODS Comprising—Mantles, Jackets, Ulsters, Dress Material, Trimmings, and a Large and Well Assorted Stock of Men's and Boy's Clothing, &c. Men's Cord Trousers from 8s 6d; Men's Tweed Trousers 9s 11d; Men's Trousers and Vests from 14s 6d; Men's Tweed Suits from 28s 6d. TO BE HAD ONLY AT: [699, 853, 964, 900]
- ad-body: WRITTEN TENDERS will be received at the Company's Office, Wellington, up to noon of Tuesday, the 15th of May 1883, for the supply and delivery of 15,000 Sleepers. Specifications and conditions may be seen at the Offices of the Company in Wellington and Palmerston North. The lowest or any tender not necessarily accepted.: [561, 524, 690, 608]
- ad-subheading: AT BUNNYTHORPE.: [456, 412, 517, 420]
- table-cell: Section No. 70: [974, 1083, 1016, 1092]
- ad-heading: LAND FOR SALE AND MONEY TO LEND.: [288, 465, 409, 484]
- list-item: WANTED—To graze about 500 sheep, good feed, terms low. Apply to C. A. Jackson, Bunnythorpe, P. O. Feilding.: [973, 124, 1108, 153]
